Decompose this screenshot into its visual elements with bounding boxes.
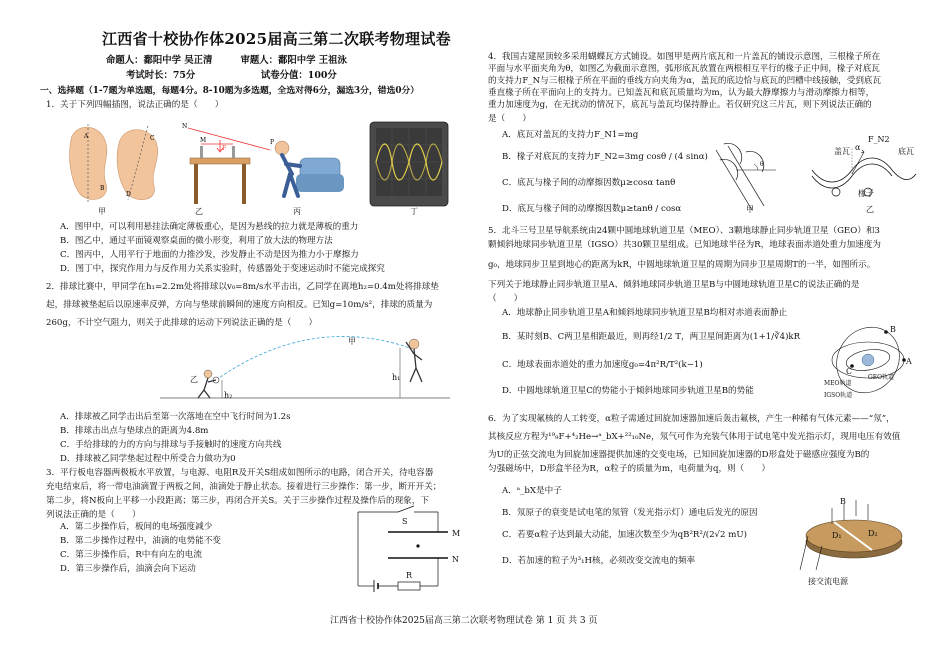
- q5-option-b: B．某时刻B、C两卫星相距最近，则再经1/2 T，两卫星间距离为(1+1/∛4)kR: [502, 332, 801, 342]
- q6-option-d: D．若加速的粒子为³₁H核，必须改变交流电的频率: [502, 556, 696, 566]
- q1-stem: 1．关于下列四幅插图，说法正确的是（ ）: [46, 100, 224, 110]
- q6-option-a: A．ᵃ_bX是中子: [502, 486, 562, 496]
- q5-option-d: D．中圆地球轨道卫星C的势能小于倾斜地球同步轨道卫星B的势能: [502, 386, 754, 396]
- q2-option-c: C．手给排球的力的方向与排球与手接触时的速度方向共线: [60, 440, 282, 450]
- section-heading: 一、选择题（1-7题为单选题，每题4分。8-10题为多选题，全选对得6分，漏选3分，错选0分）: [40, 86, 420, 96]
- q3-option-a: A．第二步操作后，板间的电场强度减少: [60, 522, 213, 532]
- q2-figure: [160, 334, 460, 404]
- q5-option-c: C．地球表面赤道处的重力加速度g₀=4π²R/T²(k−1): [502, 360, 703, 370]
- q4-label-diwa: 底瓦: [898, 147, 914, 156]
- q5-line-2: 颗倾斜地球同步轨道卫星（IGSO）共30颗卫星组成。已知地球半径为R，地球表面赤道处重力加速度为: [488, 240, 881, 250]
- q1-option-b: B．图乙中，通过平面镜观察桌面的微小形变，利用了放大法的物理方法: [60, 236, 333, 246]
- q6-label-ac-source: 接交流电源: [808, 577, 848, 586]
- q3-line-2: 充电结束后，将一带电油滴置于两板之间，油滴处于静止状态。接着进行三步操作：第一步，断开开关；: [46, 482, 442, 492]
- q3-line-3: 第二步，将N板向上平移一小段距离；第三步，再闭合开关S。关于三步操作过程及操作后的现象，下: [46, 496, 429, 506]
- q6-label-b: B: [840, 497, 846, 506]
- q6-label-d2: D₂: [868, 529, 878, 538]
- q5-label-c: C: [846, 367, 853, 376]
- q5-option-a: A．地球静止同步轨道卫星A和倾斜地球同步轨道卫星B均相对赤道表面静止: [502, 308, 788, 318]
- page-footer: 江西省十校协作体2025届高三第二次联考物理试卷 第 1 页 共 3 页: [330, 616, 598, 626]
- q1-figures: [70, 118, 450, 210]
- q4-label-chuanzi: 椽子: [858, 189, 874, 198]
- q3-label-r: R: [406, 571, 413, 580]
- q4-line-6: 是（ ）: [488, 114, 531, 124]
- svg-text:θ: θ: [760, 161, 764, 168]
- q4-option-b: B．椽子对底瓦的支持力F_N2=3mg cosθ / (4 sinα): [502, 152, 708, 162]
- q4-option-d: D．底瓦与椽子间的动摩擦因数μ≥tanθ / cosα: [502, 204, 682, 214]
- svg-text:B: B: [100, 185, 105, 192]
- q1-fig-label-yi: 乙: [195, 207, 203, 216]
- svg-text:C: C: [150, 135, 155, 142]
- q2-option-d: D．排球被乙同学垫起过程中所受合力做功为0: [60, 454, 236, 464]
- svg-text:N: N: [182, 123, 188, 130]
- q2-line-2: 起，排球被垫起后以原速率反弹，方向与垫球前瞬间的速度方向相反。已知g=10m/s²，排球的质量为: [46, 300, 433, 310]
- q5-line-3: g₀，地球同步卫星到地心的距离为kR，中圆地球轨道卫星的周期为同步卫星周期T的一半，如图所示。: [488, 260, 876, 270]
- q6-line-3: 为U的正弦交流电为回旋加速器提供加速的交变电场，已知回旋加速器的D形盒处于磁感应强度为B的: [488, 450, 870, 460]
- q6-cyclotron-figure: [798, 496, 908, 576]
- q3-option-c: C．第三步操作后，R中有向左的电流: [60, 550, 202, 560]
- q3-label-m: M: [452, 529, 461, 538]
- q4-label-jia: 甲: [746, 205, 754, 214]
- q6-line-2: 其核反应方程为¹⁹₉F+⁴₂He→ᵃ_bX+²²₁₀Ne，氖气可作为充装气体用于试电笔中发光指示灯，现用电压有效值: [488, 432, 901, 442]
- q2-label-yi: 乙: [190, 375, 198, 384]
- q4-line-1: 4．我国古建屋顶较多采用蝴蝶瓦方式铺设。如图甲是两片底瓦和一片盖瓦的铺设示意图，三根椽子所在: [488, 52, 881, 62]
- svg-text:M: M: [200, 137, 207, 144]
- q4-option-a: A．底瓦对盖瓦的支持力F_N1=mg: [502, 130, 639, 140]
- q3-line-4: 列说法正确的是（ ）: [46, 510, 141, 520]
- q2-line-3: 260g，不计空气阻力，则关于此排球的运动下列说法正确的是（ ）: [46, 318, 318, 328]
- q4-line-2: 平面与水平面夹角为θ，如图乙为截面示意图，弧形底瓦放置在两根相互平行的椽子正中间，椽子对底瓦: [488, 64, 880, 74]
- svg-text:P: P: [270, 139, 275, 146]
- q2-label-jia: 甲: [348, 337, 356, 346]
- q6-option-c: C．若要α粒子达到最大动能，加速次数至少为qB²R²/(2√2 mU): [502, 530, 747, 540]
- q1-fig-label-jia: 甲: [98, 207, 106, 216]
- q2-label-h2: h₂: [224, 391, 233, 400]
- q1-fig-label-bing: 丙: [293, 207, 301, 216]
- q4-label-fn2: F_N2: [868, 135, 890, 144]
- q4-label-gaiwa: 盖瓦: [834, 147, 850, 156]
- q1-option-a: A．图甲中，可以利用悬挂法确定薄板重心，是因为悬线的拉力就是薄板的重力: [60, 222, 359, 232]
- q5-label-geo: GEO轨道: [868, 374, 895, 381]
- svg-text:D: D: [126, 191, 131, 198]
- q5-label-a: A: [906, 357, 912, 366]
- q2-option-b: B．排球击出点与垫球点的距离为4.8m: [60, 426, 209, 436]
- q4-label-alpha: α: [855, 143, 861, 152]
- exam-info-line: 考试时长：75分 试卷分值：100分: [126, 70, 337, 81]
- q3-line-1: 3．平行板电容器两极板水平放置，与电源、电阻R及开关S组成如图所示的电路，闭合开关，待电容器: [46, 468, 434, 478]
- q6-label-d1: D₁: [832, 531, 842, 540]
- q5-line-4: 下列关于地球静止同步轨道卫星A、倾斜地球同步轨道卫星B与中圆地球轨道卫星C的说法正确的是: [488, 280, 860, 290]
- q2-line-1: 2．排球比赛中，甲同学在h₁=2.2m处将排球以v₀=8m/s水平击出，乙同学在离地h₂=0.4m处将排球垫: [46, 282, 439, 292]
- q1-option-c: C．图丙中，人用平行于地面的力推沙发，沙发静止不动是因为推力小于摩擦力: [60, 250, 359, 260]
- q6-line-4: 匀强磁场中，D形盒半径为R，α粒子的质量为m，电荷量为q，则（ ）: [488, 464, 771, 474]
- q1-option-d: D．图丁中，探究作用力与反作用力关系实验时，传感器处于变速运动时不能完成探究: [60, 264, 385, 274]
- q4-line-5: 重力加速度为g，在无扰动的情况下，底瓦与盖瓦均保持静止。若仅研究这三片瓦，则下列说法正确的: [488, 100, 872, 110]
- q3-option-b: B．第二步操作过程中，油滴的电势能不变: [60, 536, 222, 546]
- q6-option-b: B．氖原子的衰变是试电笔的氖管（发光指示灯）通电后发光的原因: [502, 508, 758, 518]
- q4-line-4: 垂直椽子所在平面向上的支持力。已知盖瓦和底瓦质量均为m，认为最大静摩擦力与滑动摩擦力相等，: [488, 88, 875, 98]
- q6-line-1: 6．为了实现氟核的人工转变，α粒子需通过回旋加速器加速后轰击氟核，产生一种稀有气体元素——“氖”，: [488, 414, 895, 424]
- page-title: 江西省十校协作体2025届高三第二次联考物理试卷: [102, 30, 451, 48]
- q4-option-c: C．底瓦与椽子间的动摩擦因数μ≥cosα tanθ: [502, 178, 676, 188]
- svg-text:F: F: [222, 145, 227, 152]
- q1-fig-label-ding: 丁: [410, 207, 418, 216]
- authors-line: 命题人：鄱阳中学 吴正清 审题人：鄱阳中学 王祖泳: [106, 55, 347, 66]
- svg-text:A: A: [84, 133, 89, 140]
- q5-label-igso: IGSO轨道: [824, 392, 853, 399]
- q5-line-1: 5．北斗三号卫星导航系统由24颗中圆地球轨道卫星（MEO）、3颗地球静止同步轨道卫星（GEO）和3: [488, 226, 880, 236]
- q4-label-yi: 乙: [866, 205, 874, 214]
- q5-line-5: （ ）: [488, 294, 523, 304]
- q3-option-d: D．第三步操作后，油滴会向下运动: [60, 564, 196, 574]
- q5-label-b: B: [890, 325, 896, 334]
- q3-label-n: N: [452, 555, 459, 564]
- q5-label-meo: MEO轨道: [824, 380, 852, 387]
- q2-label-h1: h₁: [392, 373, 401, 382]
- q4-line-3: 的支持力F_N与三根椽子所在平面的垂线方向夹角为α，盖瓦的底边恰与底瓦的凹槽中线接触，受到底瓦: [488, 76, 882, 86]
- q2-option-a: A．排球被乙同学击出后至第一次落地在空中飞行时间为1.2s: [60, 412, 291, 422]
- q3-label-s: S: [402, 517, 408, 526]
